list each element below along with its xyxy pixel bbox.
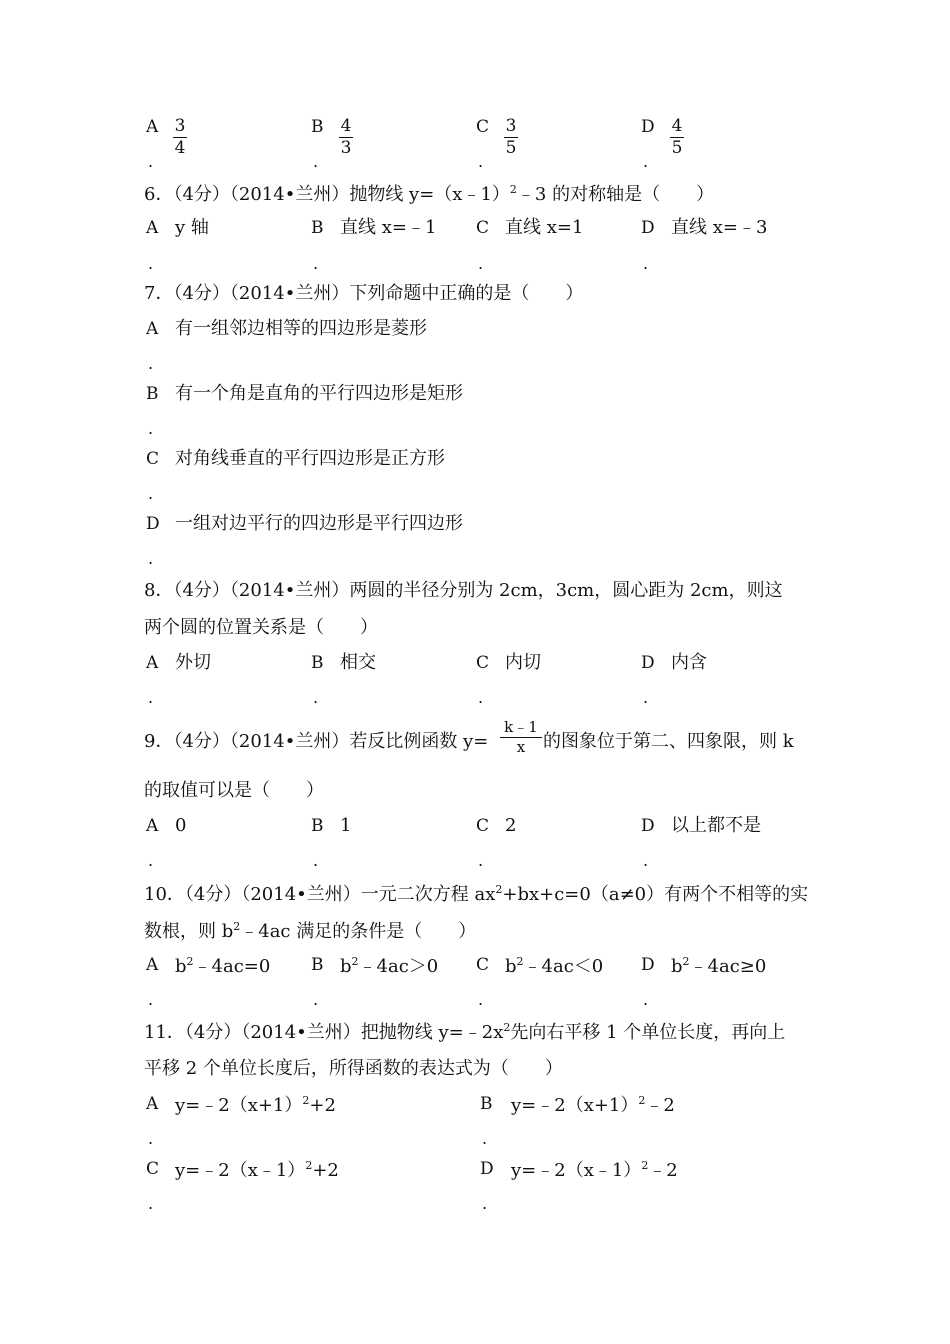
q11-stem-part: 11．（4分）（2014•兰州）把抛物线 y=﹣2x: [144, 1022, 504, 1043]
q7-option-c-text: 对角线垂直的平行四边形是正方形: [175, 448, 445, 469]
option-dot: .: [478, 851, 484, 870]
numerator: 3: [174, 116, 186, 136]
exponent: 2: [516, 955, 524, 968]
q10-stem-part: ﹣4ac 满足的条件是（ ）: [240, 921, 477, 942]
option-dot: .: [148, 1129, 154, 1148]
term: ﹣2: [648, 1160, 678, 1181]
q7-option-c-letter: C: [146, 449, 160, 469]
q11-option-b-letter: B: [480, 1094, 493, 1114]
option-dot: .: [482, 1194, 488, 1213]
q7-stem: 7．（4分）（2014•兰州）下列命题中正确的是（ ）: [144, 283, 584, 304]
q10-exponent: 2: [495, 883, 503, 896]
q10-stem-part: 10．（4分）（2014•兰州）一元二次方程 ax: [144, 884, 496, 905]
q10-option-c-letter: C: [476, 955, 490, 975]
q6-exponent: 2: [509, 183, 517, 196]
q9-fraction: [500, 720, 542, 755]
denominator: 5: [671, 138, 683, 158]
q5-option-a-letter: A: [146, 117, 159, 137]
option-dot: .: [148, 990, 154, 1009]
option-dot: .: [313, 990, 319, 1009]
option-dot: .: [643, 990, 649, 1009]
option-dot: .: [313, 688, 319, 707]
q10-option-c-text: [505, 956, 603, 976]
term: b: [175, 956, 187, 977]
denominator: 3: [340, 138, 352, 158]
q7-option-b-text: 有一个角是直角的平行四边形是矩形: [175, 383, 463, 404]
q11-option-a-text: [175, 1095, 336, 1115]
q9-option-b-letter: B: [311, 816, 324, 836]
q11-option-d-text: [511, 1160, 678, 1180]
q11-option-b-text: [511, 1095, 675, 1115]
q6-option-c-letter: C: [476, 218, 490, 238]
q8-option-a-letter: A: [146, 653, 159, 673]
numerator: k﹣1: [504, 718, 538, 736]
option-dot: .: [313, 152, 319, 171]
q10-stem-part: 数根，则 b: [144, 921, 234, 942]
term: ﹣4ac＜0: [523, 956, 604, 977]
term: y=﹣2（x﹣1）: [511, 1160, 642, 1181]
term: ﹣2: [645, 1095, 675, 1116]
q5-option-a-fraction: [173, 118, 187, 157]
q6-option-b-letter: B: [311, 218, 324, 238]
term: b: [671, 956, 683, 977]
q9-option-c-text: 2: [505, 815, 517, 836]
q11-exponent: 2: [503, 1021, 511, 1034]
q8-option-c-letter: C: [476, 653, 490, 673]
q5-option-c-fraction: [504, 118, 518, 157]
q8-stem-line2: 两个圆的位置关系是（ ）: [144, 617, 378, 638]
option-dot: .: [148, 254, 154, 273]
q9-option-a-text: 0: [175, 815, 187, 836]
q6-option-d-letter: D: [641, 218, 655, 238]
q8-option-d-text: 内含: [671, 652, 707, 673]
q11-option-d-letter: D: [480, 1159, 494, 1179]
q7-option-a-text: 有一组邻边相等的四边形是菱形: [175, 318, 427, 339]
term: +2: [312, 1160, 339, 1181]
q9-stem-line2: 的取值可以是（ ）: [144, 780, 324, 801]
q11-stem-part: 先向右平移 1 个单位长度，再向上: [510, 1022, 786, 1043]
term: y=﹣2（x+1）: [511, 1095, 639, 1116]
exponent: 2: [351, 955, 359, 968]
exponent: 2: [682, 955, 690, 968]
exponent: 2: [305, 1159, 313, 1172]
q10-stem-part: +bx+c=0（a≠0）有两个不相等的实: [502, 884, 809, 905]
denominator: 5: [505, 138, 517, 158]
q10-stem-line2: [144, 921, 476, 941]
exponent: 2: [186, 955, 194, 968]
option-dot: .: [643, 851, 649, 870]
denominator: 4: [174, 138, 186, 158]
q6-stem: [144, 184, 714, 204]
q10-option-d-letter: D: [641, 955, 655, 975]
term: ﹣4ac=0: [193, 956, 271, 977]
term: ﹣4ac≥0: [689, 956, 767, 977]
q6-stem-part: 6．（4分）（2014•兰州）抛物线 y=（x﹣1）: [144, 184, 510, 205]
option-dot: .: [148, 549, 154, 568]
q11-option-c-letter: C: [146, 1159, 160, 1179]
q9-option-d-text: 以上都不是: [671, 815, 761, 836]
q10-option-b-letter: B: [311, 955, 324, 975]
q9-option-d-letter: D: [641, 816, 655, 836]
term: ﹣4ac＞0: [358, 956, 439, 977]
term: +2: [309, 1095, 336, 1116]
q8-option-b-text: 相交: [340, 652, 376, 673]
q8-option-c-text: 内切: [505, 652, 541, 673]
option-dot: .: [313, 254, 319, 273]
option-dot: .: [482, 1129, 488, 1148]
q8-option-b-letter: B: [311, 653, 324, 673]
q7-option-a-letter: A: [146, 319, 159, 339]
option-dot: .: [643, 688, 649, 707]
exponent: 2: [302, 1094, 310, 1107]
q9-option-b-text: 1: [340, 815, 352, 836]
q10-option-a-letter: A: [146, 955, 159, 975]
q6-option-d-text: 直线 x=﹣3: [671, 217, 768, 238]
q5-option-b-letter: B: [311, 117, 324, 137]
q5-option-d-fraction: [670, 118, 684, 157]
q9-option-a-letter: A: [146, 816, 159, 836]
option-dot: .: [148, 851, 154, 870]
q11-stem-line1: [144, 1022, 785, 1042]
option-dot: .: [643, 152, 649, 171]
option-dot: .: [148, 484, 154, 503]
q5-option-c-letter: C: [476, 117, 490, 137]
q6-option-c-text: 直线 x=1: [505, 217, 584, 238]
option-dot: .: [148, 419, 154, 438]
q5-option-d-letter: D: [641, 117, 655, 137]
option-dot: .: [643, 254, 649, 273]
numerator: 3: [505, 116, 517, 136]
option-dot: .: [148, 152, 154, 171]
q6-option-a-text: y 轴: [175, 217, 209, 238]
option-dot: .: [148, 1194, 154, 1213]
option-dot: .: [148, 688, 154, 707]
q5-option-b-fraction: [339, 118, 353, 157]
q10-option-b-text: [340, 956, 438, 976]
exponent: 2: [641, 1159, 649, 1172]
q6-option-b-text: 直线 x=﹣1: [340, 217, 437, 238]
option-dot: .: [313, 851, 319, 870]
option-dot: .: [148, 354, 154, 373]
q11-option-a-letter: A: [146, 1094, 159, 1114]
option-dot: .: [478, 990, 484, 1009]
q7-option-d-text: 一组对边平行的四边形是平行四边形: [175, 513, 463, 534]
term: b: [505, 956, 517, 977]
q10-exponent: 2: [233, 920, 241, 933]
q10-option-d-text: [671, 956, 766, 976]
q9-option-c-letter: C: [476, 816, 490, 836]
q10-option-a-text: [175, 956, 270, 976]
exponent: 2: [638, 1094, 646, 1107]
option-dot: .: [478, 152, 484, 171]
q6-stem-part: ﹣3 的对称轴是（ ）: [516, 184, 715, 205]
q8-stem-line1: 8．（4分）（2014•兰州）两圆的半径分别为 2cm，3cm，圆心距为 2cm，则这: [144, 580, 783, 601]
q11-option-c-text: [175, 1160, 339, 1180]
term: b: [340, 956, 352, 977]
term: y=﹣2（x+1）: [175, 1095, 303, 1116]
q9-stem-prefix: 9．（4分）（2014•兰州）若反比例函数 y=: [144, 731, 489, 752]
q7-option-b-letter: B: [146, 384, 159, 404]
q8-option-d-letter: D: [641, 653, 655, 673]
q9-stem-suffix: 的图象位于第二、四象限，则 k: [543, 731, 794, 752]
q6-option-a-letter: A: [146, 218, 159, 238]
option-dot: .: [478, 688, 484, 707]
numerator: 4: [671, 116, 683, 136]
q10-stem-line1: [144, 884, 808, 904]
q8-option-a-text: 外切: [175, 652, 211, 673]
q11-stem-line2: 平移 2 个单位长度后，所得函数的表达式为（ ）: [144, 1058, 563, 1079]
q7-option-d-letter: D: [146, 514, 160, 534]
numerator: 4: [340, 116, 352, 136]
denominator: x: [516, 738, 526, 756]
option-dot: .: [478, 254, 484, 273]
term: y=﹣2（x﹣1）: [175, 1160, 306, 1181]
